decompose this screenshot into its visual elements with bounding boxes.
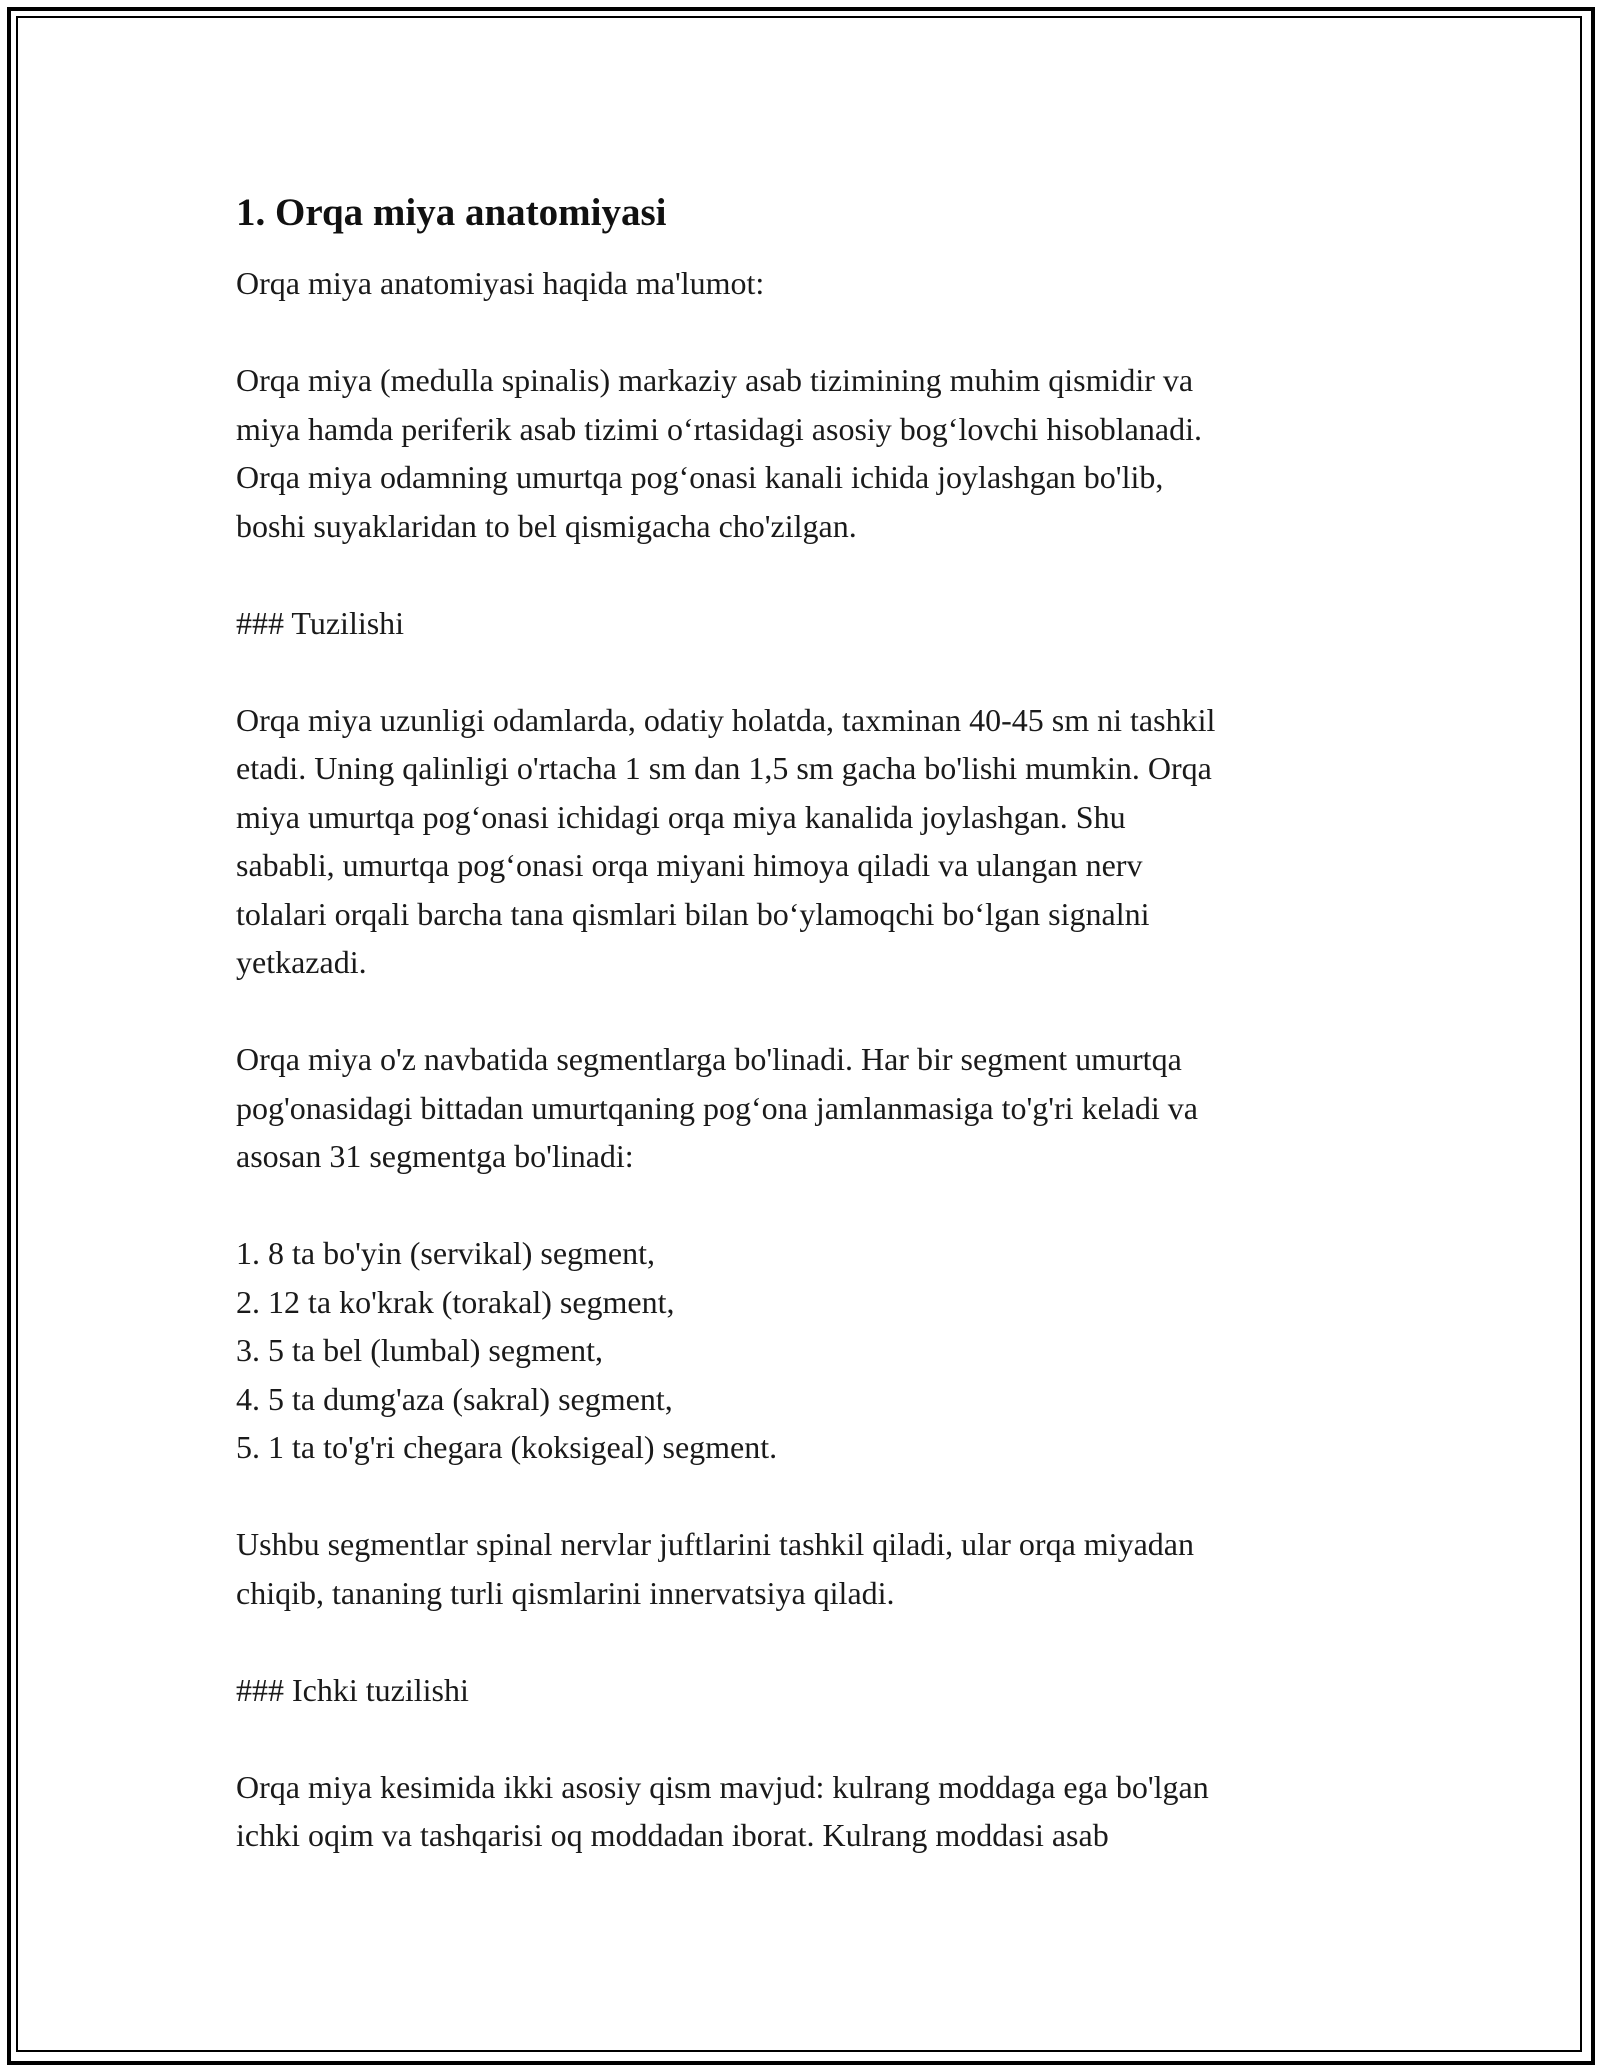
internal-structure-heading: ### Ichki tuzilishi	[236, 1671, 469, 1708]
internal-structure-paragraph: Orqa miya kesimida ikki asosiy qism mavjud: kulrang moddaga ega bo'lgan ichki oqim va tashqarisi oq moddadan iborat. Kulrang moddasi asab	[236, 1768, 1209, 1853]
segments-list	[236, 1229, 1396, 1472]
intro-paragraph: Orqa miya anatomiyasi haqida ma'lumot:	[236, 265, 765, 301]
document-title: 1. Orqa miya anatomiyasi	[236, 191, 667, 234]
list-item: 4. 5 ta dumg'aza (sakral) segment,	[236, 1380, 673, 1417]
spinal-nerves-paragraph: Ushbu segmentlar spinal nervlar juftlarini tashkil qiladi, ular orqa miyadan chiqib, tananing turli qismlarini innervatsiya qiladi.	[236, 1526, 1194, 1611]
structure-paragraph: Orqa miya uzunligi odamlarda, odatiy holatda, taxminan 40-45 sm ni tashkil etadi. Uning qalinligi o'rtacha 1 sm dan 1,5 sm gacha bo'lishi mumkin. Orqa miya umurtqa pog‘onasi ichidagi orqa miya kanalida joylashgan. Shu sababli, umurtqa pog‘onasi orqa miyani himoya qiladi va ulangan nerv tolalari orqali barcha tana qismlari bilan bo‘ylamoqchi bo‘lgan signalni yetkazadi.	[236, 701, 1216, 980]
list-item: 5. 1 ta to'g'ri chegara (koksigeal) segment.	[236, 1429, 778, 1465]
segments-paragraph: Orqa miya o'z navbatida segmentlarga bo'linadi. Har bir segment umurtqa pog'onasidagi bittadan umurtqaning pog‘ona jamlanmasiga to'g'ri keladi va asosan 31 segmentga bo'linadi:	[236, 1041, 1198, 1174]
overview-paragraph: Orqa miya (medulla spinalis) markaziy asab tizimining muhim qismidir va miya hamda periferik asab tizimi o‘rtasidagi asosiy bog‘lovchi hisoblanadi. Orqa miya odamning umurtqa pog‘onasi kanali ichida joylashgan bo'lib, boshi suyaklaridan to bel qismigacha cho'zilgan.	[236, 362, 1202, 544]
list-item: 2. 12 ta ko'krak (torakal) segment,	[236, 1283, 675, 1320]
structure-heading: ### Tuzilishi	[236, 604, 405, 641]
list-item: 3. 5 ta bel (lumbal) segment,	[236, 1332, 604, 1368]
list-item: 1. 8 ta bo'yin (servikal) segment,	[236, 1235, 655, 1271]
document-body	[236, 185, 1396, 1908]
